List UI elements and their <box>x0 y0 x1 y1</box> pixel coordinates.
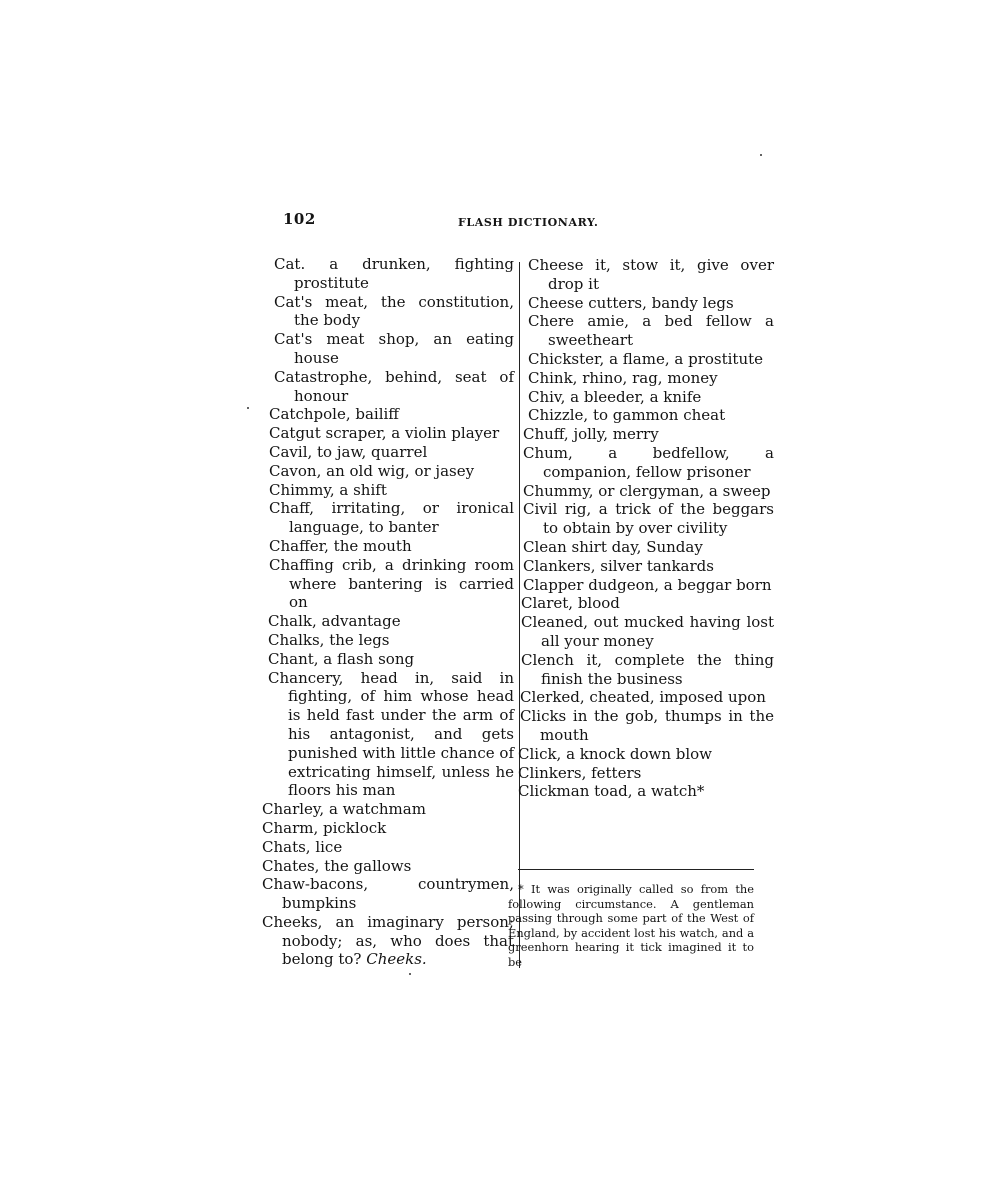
dictionary-entry: Chates, the gallows <box>262 856 412 875</box>
dictionary-entry: Clinkers, fetters <box>518 763 642 782</box>
dictionary-entry: Chere amie, a bed fellow a sweetheart <box>528 312 774 350</box>
dictionary-entry: Clankers, silver tankards <box>523 556 714 575</box>
page-number: 102 <box>283 210 316 228</box>
dictionary-entry: Catastrophe, behind, seat of honour <box>274 367 514 405</box>
dictionary-entry: Civil rig, a trick of the beggars to obtain by over civility <box>523 500 774 538</box>
dictionary-entry: Chaff, irritating, or ironical language, to banter <box>269 499 514 537</box>
dictionary-entry: Clapper dudgeon, a beggar born <box>523 575 772 594</box>
dictionary-entry: Click, a knock down blow <box>518 744 713 763</box>
dictionary-entry: Chats, lice <box>262 837 343 856</box>
dictionary-entry: Chink, rhino, rag, money <box>528 368 718 387</box>
footnote-rule <box>518 869 754 870</box>
left-column <box>262 255 514 969</box>
dictionary-entry: Cheese it, stow it, give over drop it <box>528 256 774 293</box>
dictionary-entry: Chaw-bacons, countrymen, bumpkins <box>262 875 514 913</box>
footnote <box>508 882 754 970</box>
dictionary-entry: Chancery, head in, said in fighting, of him whose head is held fast under the arm of his antagonist, and gets punished with little chance of extricating himself, unless he floors his man <box>268 668 514 800</box>
dictionary-entry: Clerked, cheated, imposed upon <box>520 688 766 707</box>
dictionary-entry: Chizzle, to gammon cheat <box>528 406 726 425</box>
dictionary-entry: Chum, a bedfellow, a companion, fellow prisoner <box>523 443 774 481</box>
dictionary-entry: Cavil, to jaw, quarrel <box>269 442 428 461</box>
dictionary-entry: Clench it, complete the thing finish the business <box>521 650 774 688</box>
dictionary-entry: Chiv, a bleeder, a knife <box>528 387 702 406</box>
dictionary-entry: Chaffing crib, a drinking room where bantering is carried on <box>269 555 514 612</box>
dictionary-entry: Chummy, or clergyman, a sweep <box>523 481 771 500</box>
paper-speck <box>409 973 411 975</box>
dictionary-entry: Chaffer, the mouth <box>269 536 412 555</box>
dictionary-entry: Catchpole, bailiff <box>269 405 399 424</box>
dictionary-entry: Chant, a flash song <box>268 649 415 668</box>
dictionary-entry: Chickster, a flame, a prostitute <box>528 349 764 368</box>
running-title: FLASH DICTIONARY. <box>458 216 599 229</box>
right-column <box>516 256 774 801</box>
dictionary-entry: Chalk, advantage <box>268 612 401 631</box>
paper-speck <box>760 154 762 156</box>
dictionary-entry: Chuff, jolly, merry <box>523 425 659 444</box>
paper-speck <box>247 407 249 409</box>
dictionary-entry: Cat. a drunken, fighting prostitute <box>274 255 514 292</box>
footnote-text: * It was originally called so from the following circumstance. A gentleman passing through some part of the West of England, by accident lost his watch, and a greenhorn hearing it tick imagined it to be <box>508 882 754 969</box>
dictionary-entry: Charley, a watchmam <box>262 800 426 819</box>
entry-text: Cheeks, an imaginary person; nobody; as, who does that belong to? <box>262 912 514 969</box>
dictionary-entry: Cavon, an old wig, or jasey <box>269 461 475 480</box>
dictionary-entry: Cat's meat, the constitution, the body <box>274 292 514 330</box>
dictionary-entry: Clicks in the gob, thumps in the mouth <box>520 707 774 744</box>
dictionary-entry: Chimmy, a shift <box>269 480 387 499</box>
dictionary-entry: Chalks, the legs <box>268 630 390 649</box>
dictionary-entry: Cleaned, out mucked having lost all your money <box>521 613 774 650</box>
dictionary-entry: Cheese cutters, bandy legs <box>528 293 734 312</box>
dictionary-entry: Clickman toad, a watch* <box>518 782 705 801</box>
dictionary-entry: Catgut scraper, a violin player <box>269 424 500 443</box>
dictionary-entry <box>262 912 514 969</box>
dictionary-entry: Claret, blood <box>521 594 620 613</box>
dictionary-entry: Charm, picklock <box>262 818 387 837</box>
dictionary-entry: Cat's meat shop, an eating house <box>274 330 514 367</box>
entry-italic-example: Cheeks. <box>366 950 427 969</box>
dictionary-entry: Clean shirt day, Sunday <box>523 537 703 556</box>
